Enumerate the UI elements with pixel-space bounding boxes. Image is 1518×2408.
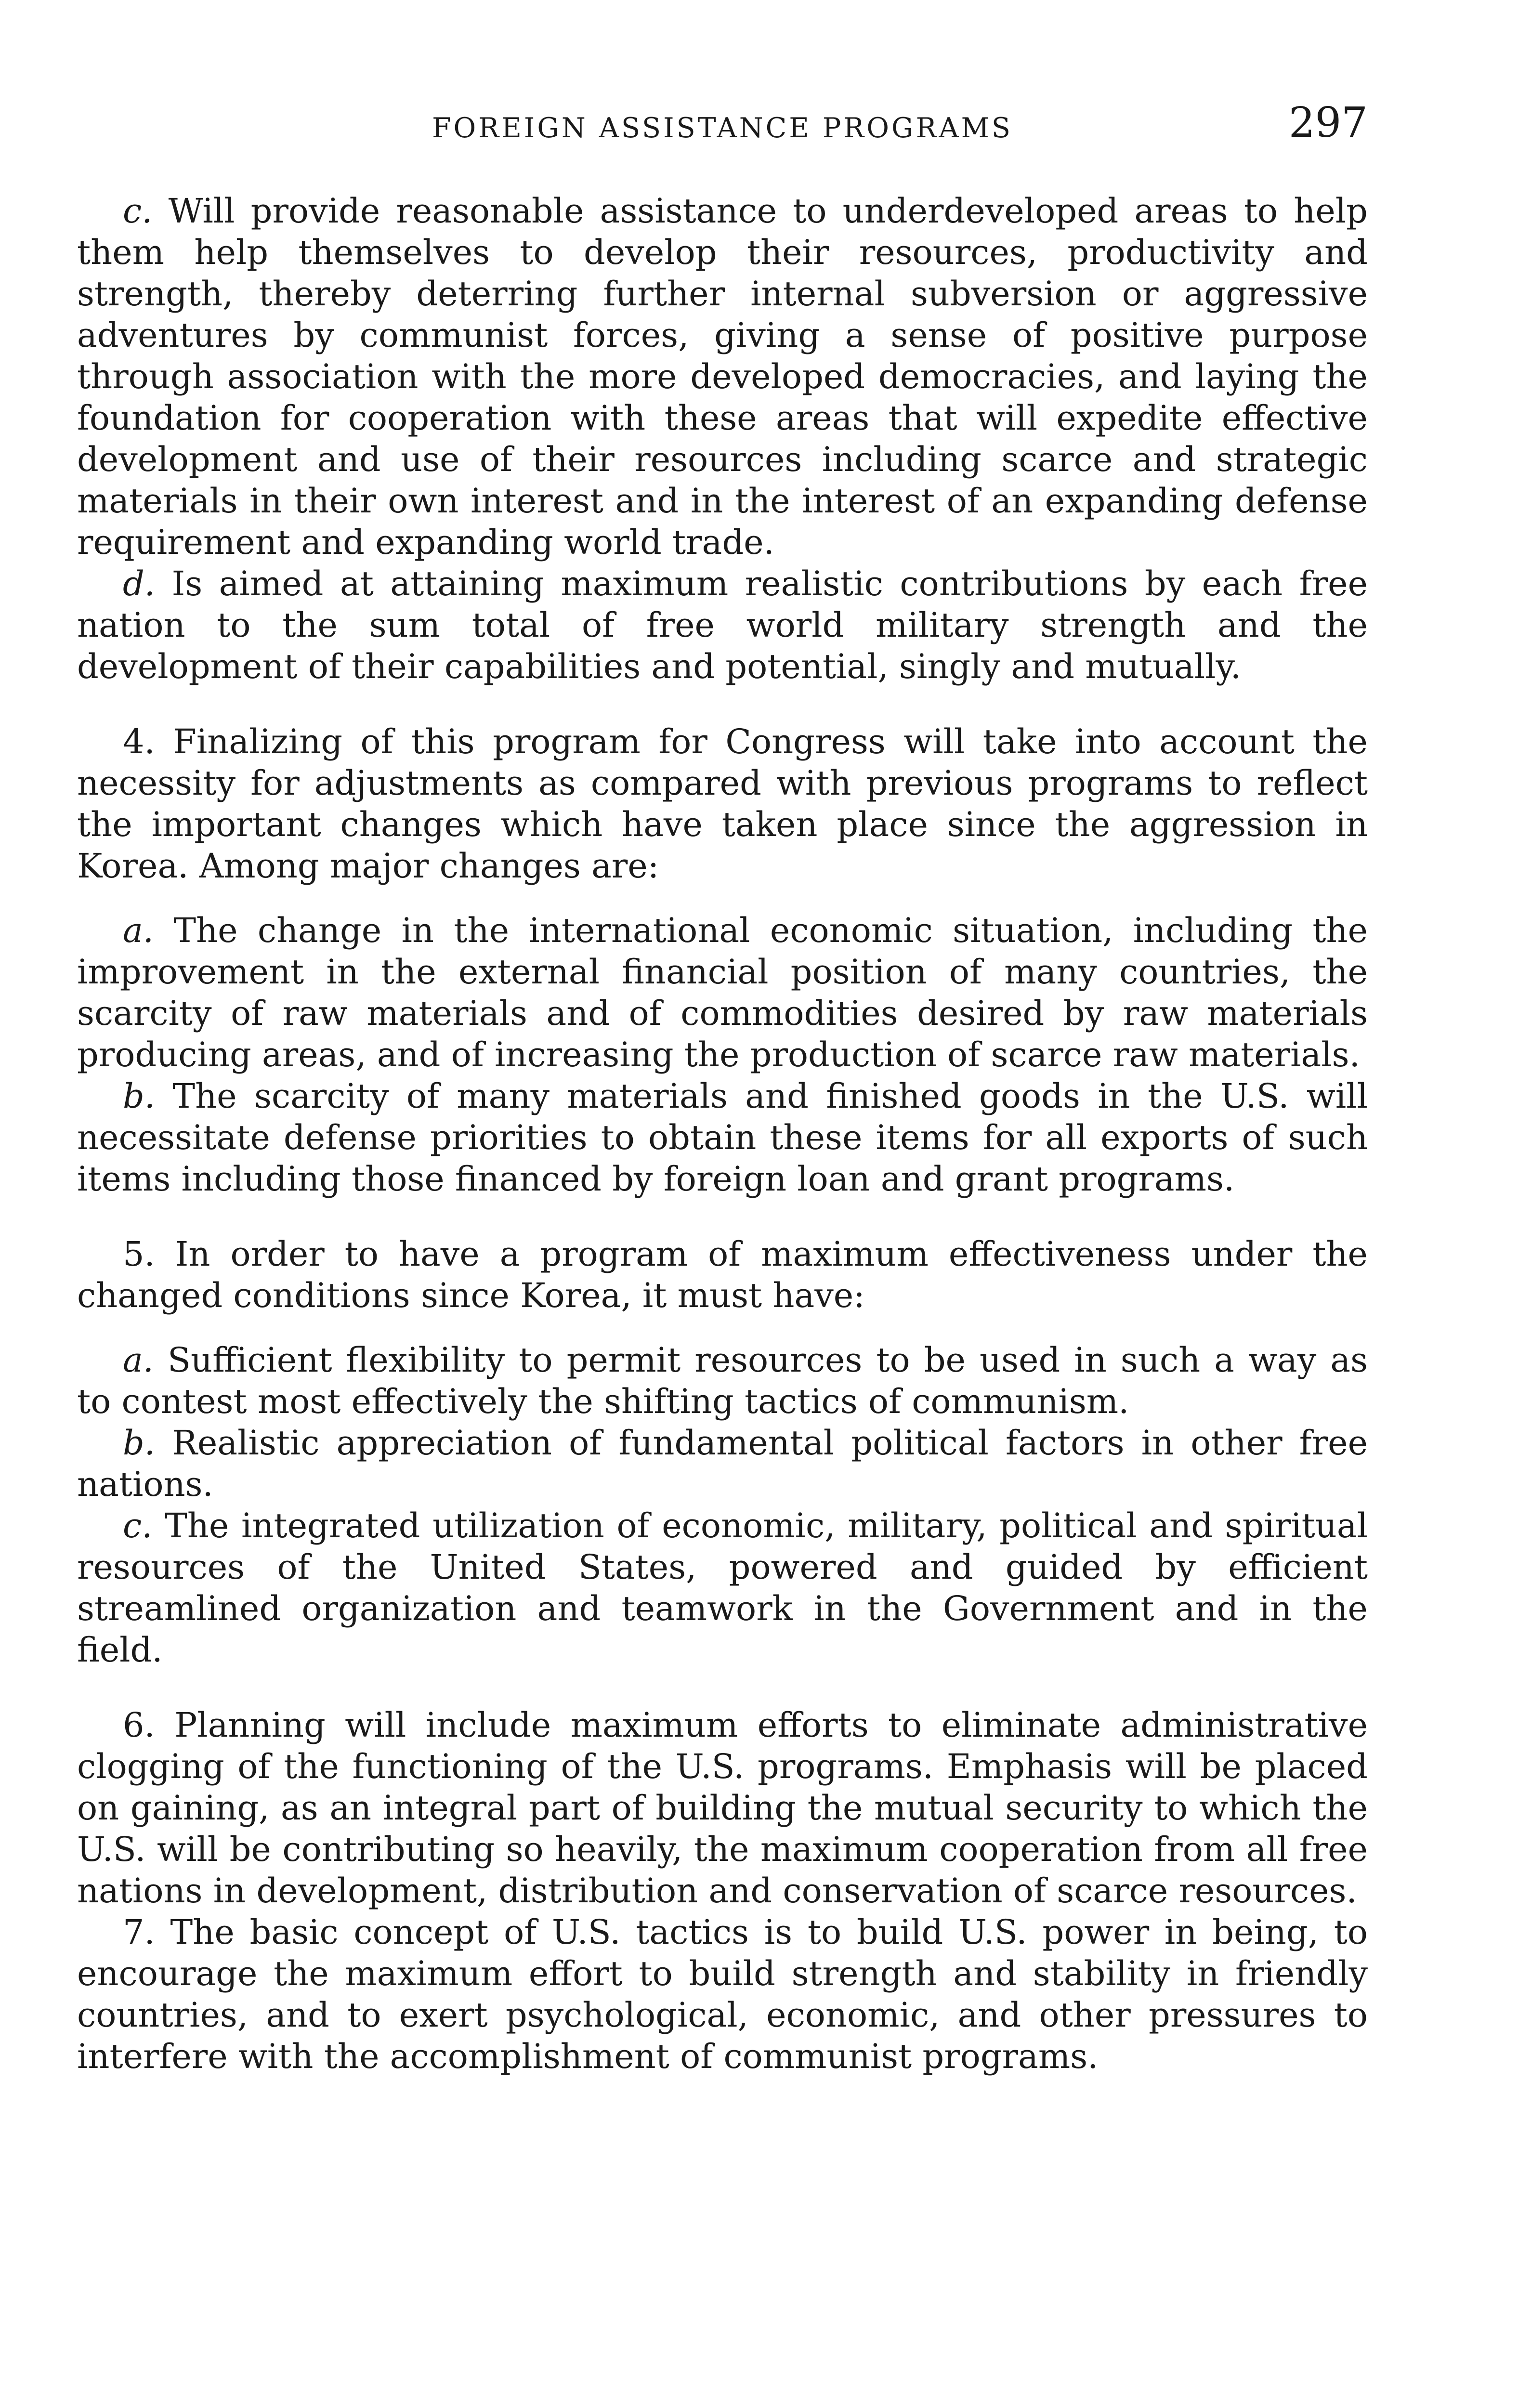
running-head [77, 99, 1368, 161]
paragraph-text: Is aimed at attaining maximum realistic contributions by each free nation to the sum total of free world military strength and the development of their capabilities and potential, singly and mutually. [77, 564, 1368, 686]
item-marker: d. [123, 564, 156, 603]
paragraph-5 [77, 1233, 1368, 1316]
paragraph-text: The scarcity of many materials and finished goods in the U.S. will necessitate defense priorities to obtain these items for all exports of such items including those financed by foreign loan and grant programs. [77, 1076, 1368, 1199]
paragraph-3d [77, 563, 1368, 687]
paragraph-5b [77, 1422, 1368, 1505]
paragraph-7 [77, 1911, 1368, 2077]
paragraph-text: The change in the international economic situation, including the improvement in the external financial position of many countries, the scarcity of raw materials and of commodities desired by raw materials producing areas, and of increasing the production of scarce raw materials. [77, 911, 1368, 1074]
paragraph-6 [77, 1704, 1368, 1911]
body-text [77, 190, 1368, 2077]
paragraph-text: Realistic appreciation of fundamental political factors in other free nations. [77, 1423, 1368, 1504]
paragraph-4a [77, 910, 1368, 1075]
item-marker: c. [123, 191, 153, 231]
page-number: 297 [1288, 99, 1368, 147]
paragraph-5c [77, 1505, 1368, 1671]
paragraph-4 [77, 721, 1368, 887]
paragraph-text: The integrated utilization of economic, military, political and spiritual resources of the United States, powered and guided by efficient streamlined organization and teamwork in the Government and in the field. [77, 1506, 1368, 1670]
paragraph-5a [77, 1339, 1368, 1422]
item-marker: c. [123, 1506, 153, 1545]
paragraph-4b [77, 1075, 1368, 1200]
paragraph-text: 7. The basic concept of U.S. tactics is to build U.S. power in being, to encourage the maximum effort to build strength and stability in friendly countries, and to exert psychological, economic, and other pressures to interfere with the accomplishment of communist programs. [77, 1912, 1368, 2076]
item-marker: a. [123, 1340, 154, 1380]
paragraph-text: 4. Finalizing of this program for Congress will take into account the necessity for adjustments as compared with previous programs to reflect the important changes which have taken place since the aggression in Korea. Among major changes are: [77, 722, 1368, 886]
paragraph-3c [77, 190, 1368, 563]
paragraph-text: Sufficient flexibility to permit resources to be used in such a way as to contest most effectively the shifting tactics of communism. [77, 1340, 1368, 1421]
paragraph-text: 5. In order to have a program of maximum effectiveness under the changed conditions since Korea, it must have: [77, 1234, 1368, 1315]
paragraph-text: 6. Planning will include maximum efforts to eliminate administrative clogging of the functioning of the U.S. programs. Emphasis will be placed on gaining, as an integral part of building the mutual security to which the U.S. will be contributing so heavily, the maximum cooperation from all free nations in development, distribution and conservation of scarce resources. [77, 1705, 1368, 1911]
item-marker: b. [123, 1423, 156, 1463]
item-marker: a. [123, 911, 154, 950]
running-title: FOREIGN ASSISTANCE PROGRAMS [432, 112, 1013, 144]
item-marker: b. [123, 1076, 156, 1116]
paragraph-text: Will provide reasonable assistance to underdeveloped areas to help them help themselves to develop their resources, productivity and strength, thereby deterring further internal subversion or aggressive adventures by communist forces, giving a sense of positive purpose through association with the more developed democracies, and laying the foundation for cooperation with these areas that will expedite effective development and use of their resources including scarce and strategic materials in their own interest and in the interest of an expanding defense requirement and expanding world trade. [77, 191, 1368, 562]
